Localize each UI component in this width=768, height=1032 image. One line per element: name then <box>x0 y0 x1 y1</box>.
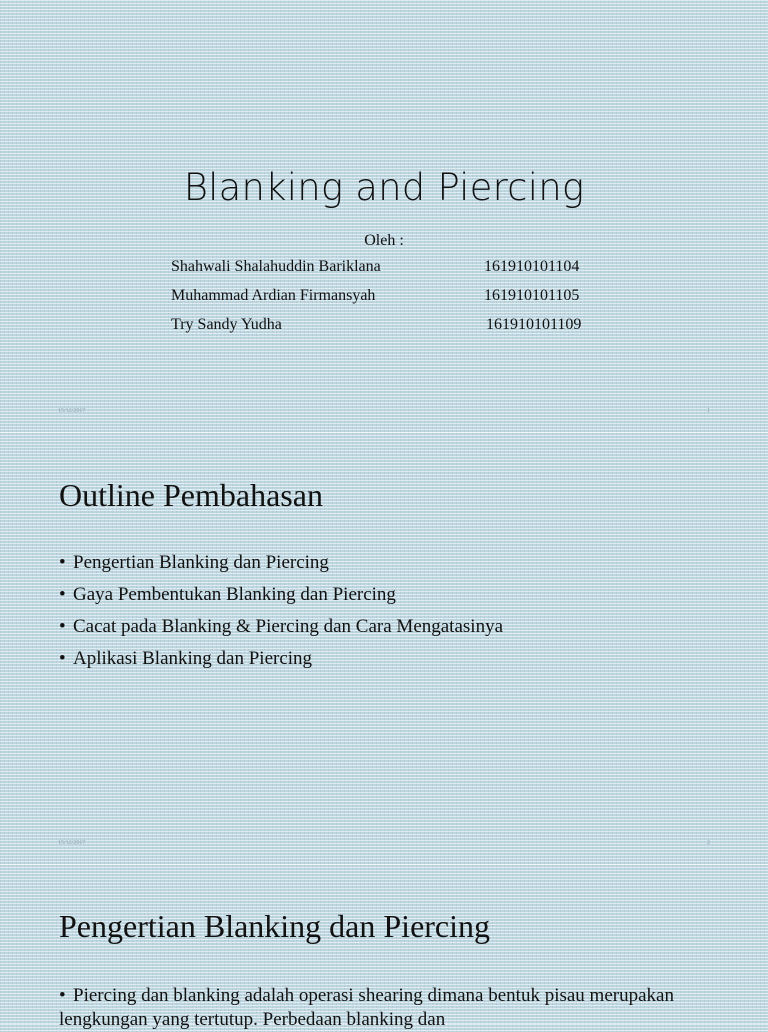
list-item <box>59 550 503 582</box>
author-nim: 161910101105 <box>484 287 580 304</box>
body-text: Piercing dan blanking adalah operasi shearing dimana bentuk pisau merupakan lengkungan yang tertutup. Perbedaan blanking dan <box>59 985 674 1030</box>
list-item-text: Aplikasi Blanking dan Piercing <box>73 648 313 669</box>
author-nim: 161910101109 <box>486 316 582 333</box>
bullet-icon: • <box>59 584 66 605</box>
title-slide <box>0 0 768 432</box>
list-item <box>59 646 503 678</box>
author-row <box>0 287 768 309</box>
body-paragraph <box>59 984 729 1032</box>
definition-slide <box>0 864 768 1030</box>
list-item <box>59 614 503 646</box>
bullet-icon: • <box>59 648 66 669</box>
bullet-icon: • <box>59 552 66 573</box>
bullet-icon: • <box>59 985 66 1006</box>
author-name: Try Sandy Yudha <box>171 316 282 333</box>
list-item-text: Gaya Pembentukan Blanking dan Piercing <box>73 584 396 605</box>
page-number: 2 <box>707 840 710 846</box>
list-item-text: Cacat pada Blanking & Piercing dan Cara Mengatasinya <box>73 616 504 637</box>
outline-slide <box>0 432 768 864</box>
slide-heading: Outline Pembahasan <box>59 477 323 513</box>
outline-list <box>59 550 503 678</box>
list-item <box>59 582 503 614</box>
author-row <box>0 316 768 338</box>
bullet-icon: • <box>59 616 66 637</box>
slide-heading: Pengertian Blanking dan Piercing <box>59 908 491 944</box>
list-item-text: Pengertian Blanking dan Piercing <box>73 552 329 573</box>
author-row <box>0 258 768 280</box>
author-name: Shahwali Shalahuddin Bariklana <box>171 258 381 275</box>
page-number: 1 <box>707 408 710 414</box>
author-name: Muhammad Ardian Firmansyah <box>171 287 376 304</box>
footer-date: 15/12/2017 <box>58 840 86 846</box>
oleh-label: Oleh : <box>364 232 404 249</box>
presentation-title: Blanking and Piercing <box>183 166 585 209</box>
author-nim: 161910101104 <box>484 258 580 275</box>
footer-date: 15/12/2017 <box>58 408 86 414</box>
